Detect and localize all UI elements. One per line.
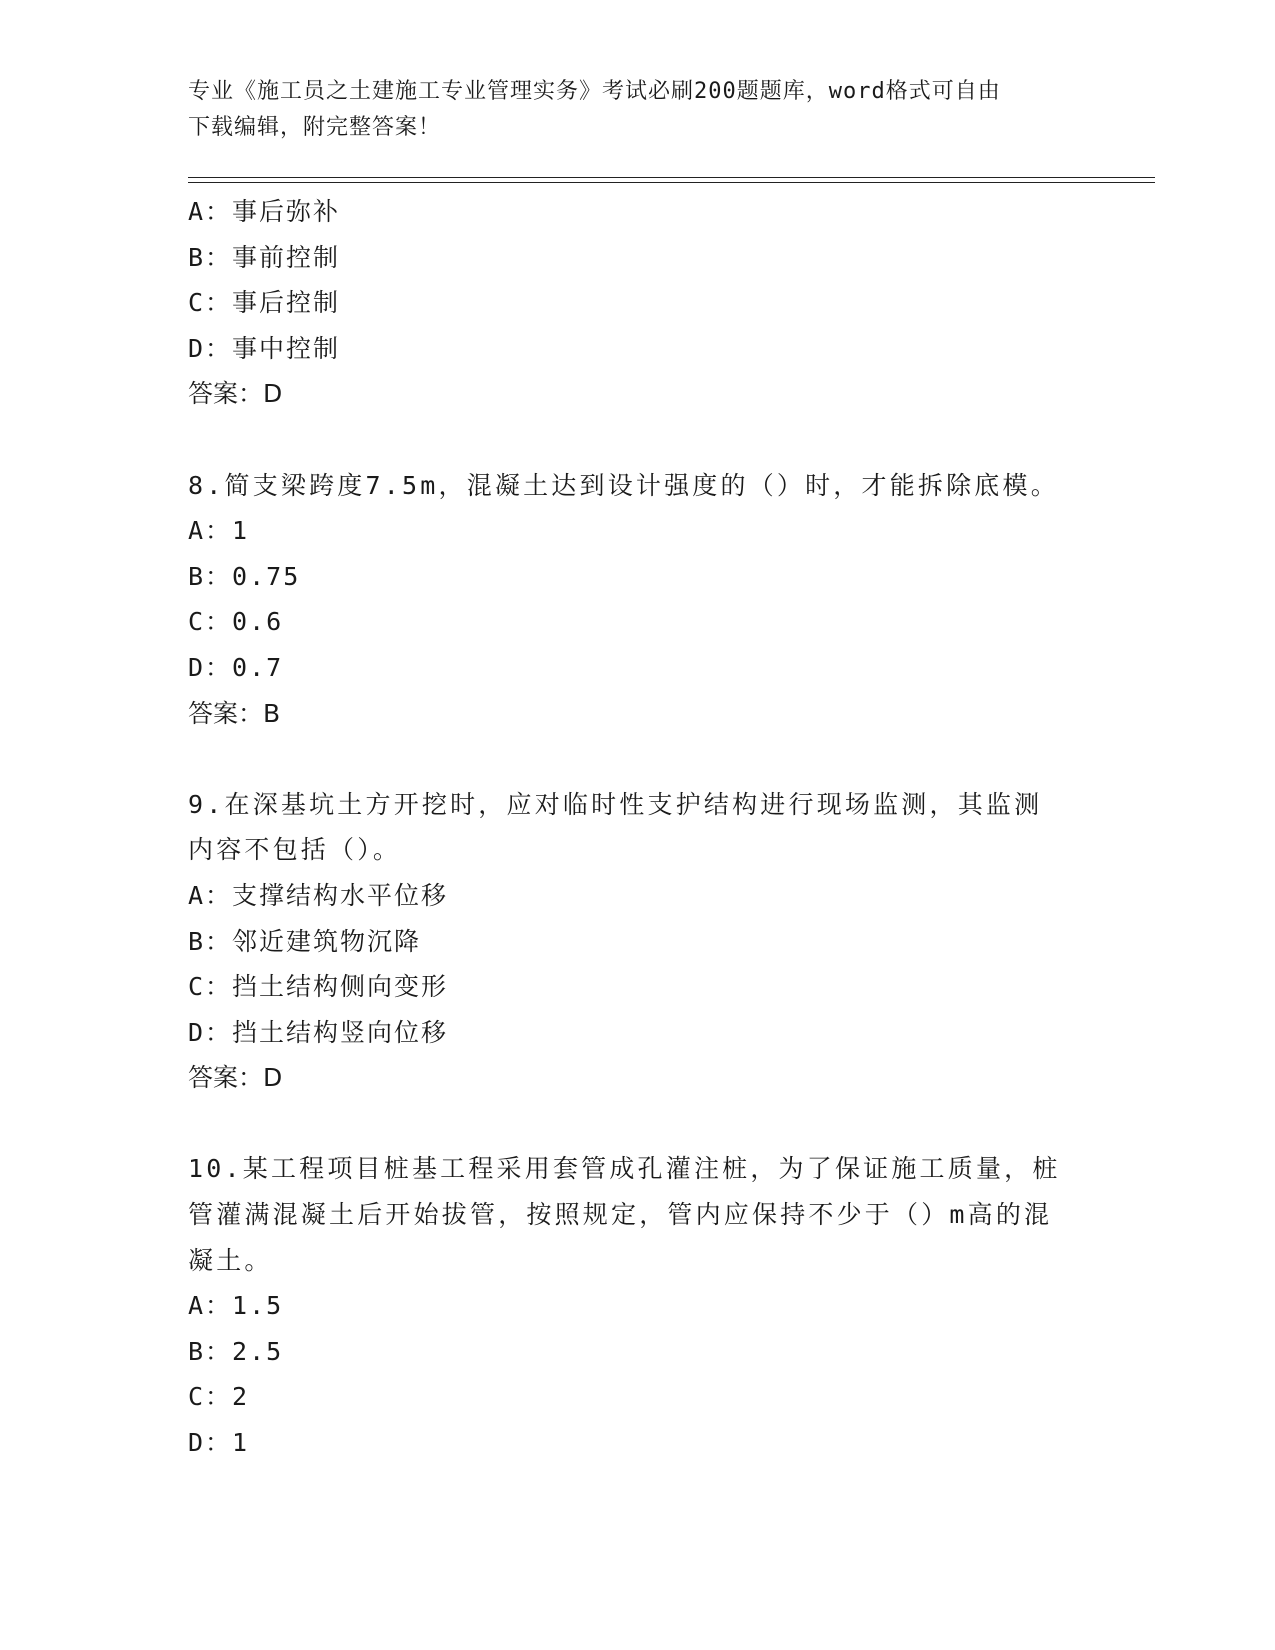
answer: 答案：B bbox=[188, 698, 281, 728]
question-stem-line-2: 管灌满混凝土后开始拔管，按照规定，管内应保持不少于（）m高的混 bbox=[188, 1200, 1053, 1230]
option-a: A：事后弥补 bbox=[188, 197, 341, 226]
option-b: B：事前控制 bbox=[188, 242, 341, 272]
option-a: A：1.5 bbox=[188, 1291, 284, 1321]
question-stem-line-1: 9.在深基坑土方开挖时，应对临时性支护结构进行现场监测，其监测 bbox=[188, 789, 1043, 819]
question-10 bbox=[188, 1146, 1088, 1465]
header-line-2: 下载编辑，附完整答案！ bbox=[188, 115, 442, 140]
option-b: B：0.75 bbox=[188, 561, 301, 591]
option-a: A：支撑结构水平位移 bbox=[188, 880, 449, 910]
question-stem-line-2: 内容不包括（）。 bbox=[188, 835, 402, 865]
option-d: D：0.7 bbox=[188, 652, 284, 682]
option-d: D：挡土结构竖向位移 bbox=[188, 1017, 449, 1047]
option-b: B：2.5 bbox=[188, 1336, 284, 1366]
option-d: D：事中控制 bbox=[188, 333, 341, 363]
option-d: D：1 bbox=[188, 1428, 250, 1458]
header-divider-top bbox=[188, 177, 1155, 178]
option-b: B：邻近建筑物沉降 bbox=[188, 926, 422, 956]
question-stem-line-1: 10.某工程项目桩基工程采用套管成孔灌注桩，为了保证施工质量，桩 bbox=[188, 1154, 1061, 1184]
option-c: C：事后控制 bbox=[188, 288, 341, 318]
answer: 答案：D bbox=[188, 379, 283, 409]
answer: 答案：D bbox=[188, 1063, 283, 1093]
question-9 bbox=[188, 782, 1088, 1101]
question-7 bbox=[188, 189, 1088, 417]
header-divider-bottom bbox=[188, 182, 1155, 183]
option-c: C：挡土结构侧向变形 bbox=[188, 972, 449, 1002]
option-c: C：0.6 bbox=[188, 607, 284, 637]
question-list bbox=[188, 189, 1088, 1466]
question-stem: 8.简支梁跨度7.5m，混凝土达到设计强度的（）时，才能拆除底模。 bbox=[188, 470, 1059, 500]
option-c: C：2 bbox=[188, 1382, 250, 1412]
question-stem-line-3: 凝土。 bbox=[188, 1245, 273, 1275]
document-header bbox=[188, 74, 1068, 146]
header-line-1: 专业《施工员之土建施工专业管理实务》考试必刷200题题库，word格式可自由 bbox=[188, 79, 1001, 104]
question-8 bbox=[188, 463, 1088, 737]
option-a: A：1 bbox=[188, 516, 250, 546]
